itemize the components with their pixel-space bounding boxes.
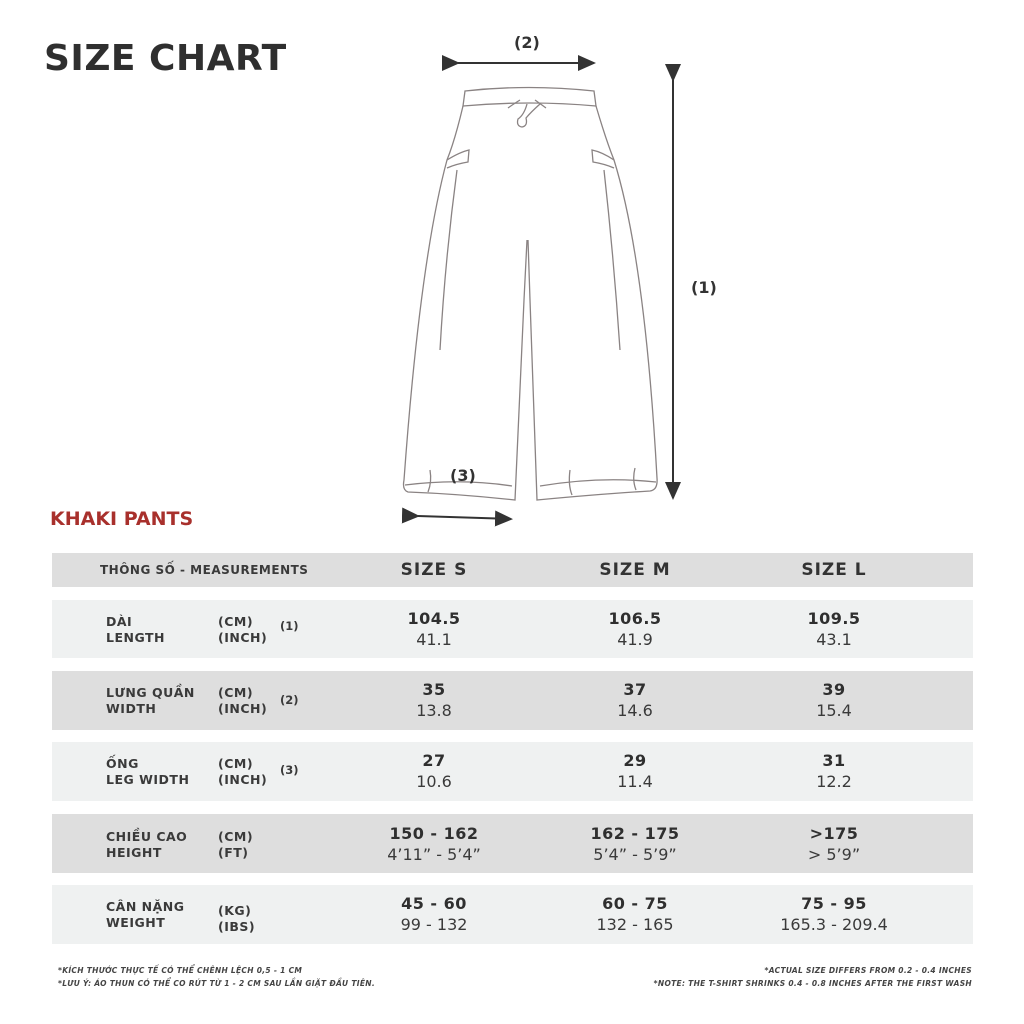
value-primary: 109.5 [807, 609, 861, 628]
unit-secondary: (INCH) [218, 630, 268, 645]
unit-secondary: (INCH) [218, 701, 268, 716]
leg-label: (3) [450, 466, 476, 485]
row-ref: (1) [280, 619, 299, 633]
row-label [106, 685, 195, 717]
value-primary: 35 [422, 680, 446, 699]
row-label [106, 899, 185, 931]
value-primary: 150 - 162 [389, 824, 479, 843]
note-line: *NOTE: THE T-SHIRT SHRINKS 0.4 - 0.8 INCHES AFTER THE FIRST WASH [653, 979, 972, 988]
value-primary: 37 [623, 680, 647, 699]
cell-size-m [545, 893, 725, 935]
value-primary: 162 - 175 [590, 824, 680, 843]
row-label-vi: CÂN NẶNG [106, 899, 185, 914]
note-line: *KÍCH THƯỚC THỰC TẾ CÓ THỂ CHÊNH LỆCH 0,5 - 1 CM [58, 966, 303, 975]
row-label-vi: ỐNG [106, 756, 139, 771]
value-secondary: > 5’9” [807, 845, 861, 864]
leg-arrow [418, 516, 511, 519]
value-secondary: 41.9 [617, 630, 653, 649]
value-secondary: 4’11” - 5’4” [387, 845, 481, 864]
row-label-en: WEIGHT [106, 915, 166, 930]
header-size-m: SIZE M [599, 560, 671, 580]
cell-size-l [744, 893, 924, 935]
cell-size-l [744, 823, 924, 865]
value-secondary: 5’4” - 5’9” [593, 845, 677, 864]
table-row [52, 600, 973, 658]
value-primary: 60 - 75 [602, 894, 668, 913]
unit-secondary: (FT) [218, 845, 249, 860]
cell-size-l [744, 608, 924, 650]
table-row [52, 885, 973, 944]
page-title: SIZE CHART [44, 38, 287, 79]
row-label-en: WIDTH [106, 701, 157, 716]
value-primary: 104.5 [407, 609, 461, 628]
notes-vietnamese [58, 964, 375, 990]
row-label [106, 614, 165, 646]
value-primary: 27 [422, 751, 446, 770]
length-label: (1) [691, 278, 717, 297]
cell-size-s [344, 750, 524, 792]
value-secondary: 10.6 [416, 772, 452, 791]
value-primary: 75 - 95 [801, 894, 867, 913]
cell-size-m [545, 750, 725, 792]
cell-size-l [744, 679, 924, 721]
row-ref: (2) [280, 693, 299, 707]
row-label-en: LENGTH [106, 630, 165, 645]
row-units [218, 614, 267, 646]
cell-size-s [344, 893, 524, 935]
value-secondary: 41.1 [416, 630, 452, 649]
value-primary: 31 [822, 751, 846, 770]
cell-size-s [344, 823, 524, 865]
row-label-vi: DÀI [106, 614, 133, 629]
value-secondary: 132 - 165 [596, 915, 674, 934]
product-name: KHAKI PANTS [50, 508, 194, 530]
value-secondary: 13.8 [416, 701, 452, 720]
row-label-en: LEG WIDTH [106, 772, 190, 787]
row-units [218, 829, 253, 861]
header-measurements: THÔNG SỐ - MEASUREMENTS [100, 563, 309, 577]
cell-size-s [344, 608, 524, 650]
unit-secondary: (IBS) [218, 919, 256, 934]
value-secondary: 11.4 [617, 772, 653, 791]
cell-size-m [545, 823, 725, 865]
unit-primary: (CM) [218, 614, 254, 629]
table-row [52, 814, 973, 873]
value-primary: 106.5 [608, 609, 662, 628]
unit-primary: (KG) [218, 903, 252, 918]
value-primary: >175 [809, 824, 859, 843]
row-units [218, 903, 255, 935]
row-label [106, 829, 187, 861]
row-units [218, 756, 267, 788]
table-header [52, 553, 973, 587]
header-size-l: SIZE L [801, 560, 867, 580]
row-label [106, 756, 189, 788]
table-row [52, 671, 973, 730]
row-label-en: HEIGHT [106, 845, 162, 860]
value-primary: 29 [623, 751, 647, 770]
pants-outline [404, 88, 658, 501]
value-primary: 45 - 60 [401, 894, 467, 913]
cell-size-m [545, 679, 725, 721]
unit-primary: (CM) [218, 685, 254, 700]
row-label-vi: LƯNG QUẦN [106, 685, 195, 700]
unit-primary: (CM) [218, 829, 254, 844]
unit-secondary: (INCH) [218, 772, 268, 787]
cell-size-m [545, 608, 725, 650]
cell-size-l [744, 750, 924, 792]
row-label-vi: CHIỀU CAO [106, 829, 188, 844]
value-primary: 39 [822, 680, 846, 699]
row-units [218, 685, 267, 717]
note-line: *LƯU Ý: ÁO THUN CÓ THỂ CO RÚT TỪ 1 - 2 CM SAU LẦN GIẶT ĐẦU TIÊN. [58, 979, 376, 988]
row-ref: (3) [280, 763, 299, 777]
value-secondary: 15.4 [816, 701, 852, 720]
value-secondary: 12.2 [816, 772, 852, 791]
table-row [52, 742, 973, 801]
width-label: (2) [514, 33, 540, 52]
notes-english [654, 964, 972, 990]
value-secondary: 14.6 [617, 701, 653, 720]
value-secondary: 99 - 132 [400, 915, 468, 934]
note-line: *ACTUAL SIZE DIFFERS FROM 0.2 - 0.4 INCHES [764, 966, 972, 975]
value-secondary: 165.3 - 209.4 [780, 915, 888, 934]
unit-primary: (CM) [218, 756, 254, 771]
value-secondary: 43.1 [816, 630, 852, 649]
cell-size-s [344, 679, 524, 721]
header-size-s: SIZE S [400, 560, 468, 580]
